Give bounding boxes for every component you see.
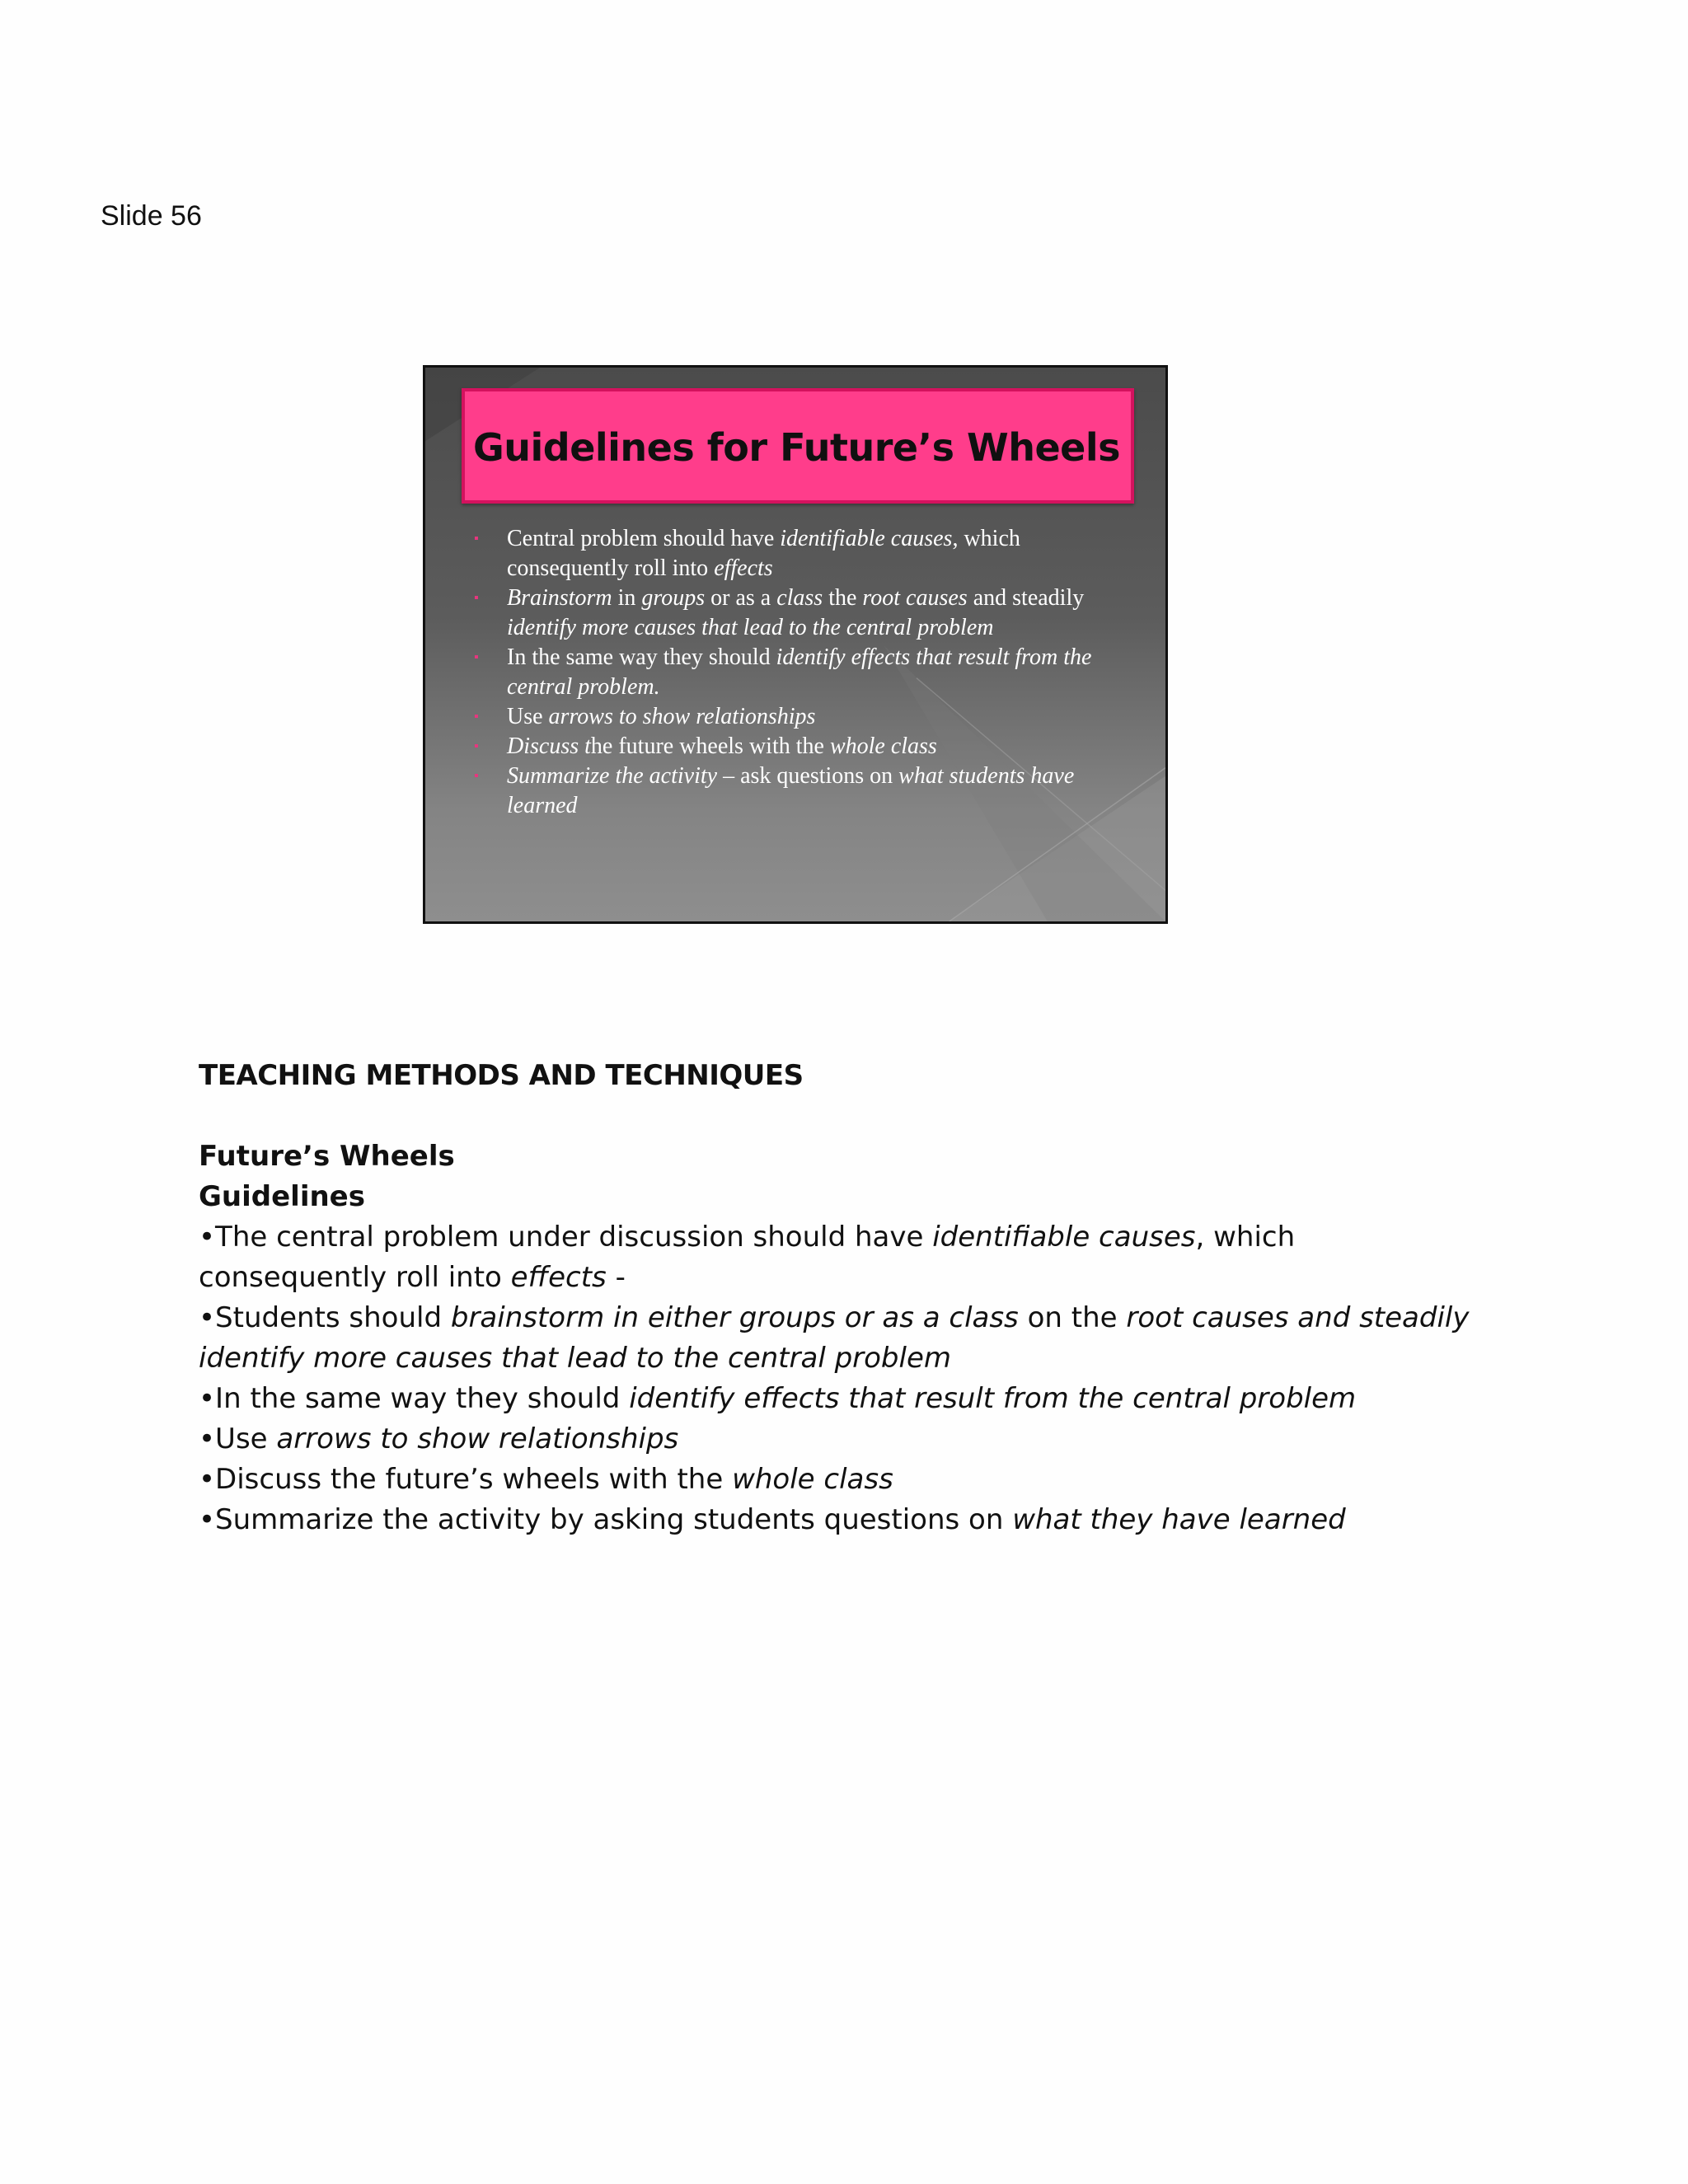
slide-bullet-emphasis: identifiable causes bbox=[780, 526, 953, 551]
slide-bullet-text: – ask questions on bbox=[717, 763, 899, 789]
slide-bullet-text: Central problem should have bbox=[507, 526, 781, 551]
notes-text: •Discuss the future’s wheels with the bbox=[199, 1463, 733, 1496]
slide-thumbnail bbox=[423, 365, 1168, 924]
notes-emphasis: whole class bbox=[732, 1463, 893, 1496]
notes-text: •Use bbox=[199, 1422, 277, 1455]
notes-emphasis: identifiable causes bbox=[932, 1221, 1196, 1254]
notes-subtitle: Future’s Wheels bbox=[199, 1140, 455, 1173]
slide-bullet-item bbox=[474, 702, 1133, 732]
notes-emphasis: brainstorm in either groups or as a class bbox=[450, 1301, 1019, 1334]
notes-bullet-item bbox=[199, 1460, 1484, 1500]
notes-emphasis: root causes and steadily identify more causes that lead to the central problem bbox=[199, 1301, 1470, 1375]
slide-bullet-emphasis: identify more causes that lead to the central problem bbox=[507, 615, 994, 640]
notes-bullet-item bbox=[199, 1217, 1484, 1298]
slide-bullet-text: In the same way they should bbox=[507, 644, 776, 670]
speaker-notes bbox=[199, 1056, 1484, 1540]
slide-bullet-text: he future wheels with the bbox=[590, 733, 830, 759]
slide-bullet-item bbox=[474, 524, 1133, 583]
slide-bullet-list bbox=[474, 524, 1133, 821]
notes-spacer bbox=[199, 1096, 1484, 1137]
square-bullet-icon: ▪ bbox=[474, 739, 479, 753]
slide-bullet-emphasis: effects bbox=[714, 555, 773, 581]
notes-emphasis: what they have learned bbox=[1012, 1503, 1346, 1536]
notes-text: •In the same way they should bbox=[199, 1382, 630, 1415]
notes-bullet-list bbox=[199, 1217, 1484, 1540]
notes-text: , which consequently roll into bbox=[199, 1221, 1296, 1294]
slide-bullet-text: the bbox=[823, 585, 863, 611]
slide-bullet-emphasis: groups bbox=[641, 585, 706, 611]
slide-bullet-text: or as a bbox=[705, 585, 777, 611]
notes-text: •Students should bbox=[199, 1301, 451, 1334]
notes-bullet-item bbox=[199, 1419, 1484, 1460]
square-bullet-icon: ▪ bbox=[474, 650, 479, 664]
notes-section-title: Guidelines bbox=[199, 1180, 365, 1213]
notes-text: - bbox=[615, 1261, 626, 1294]
notes-bullet-item bbox=[199, 1500, 1484, 1540]
slide-bullet-emphasis: Summarize the activity bbox=[507, 763, 718, 789]
slide-bullet-item bbox=[474, 643, 1133, 702]
slide-bullet-text: , which consequently roll into bbox=[507, 526, 1020, 581]
slide-bullet-emphasis: Brainstorm bbox=[507, 585, 612, 611]
slide-bullet-emphasis: Discuss t bbox=[507, 733, 591, 759]
notes-emphasis: arrows to show relationships bbox=[276, 1422, 679, 1455]
notes-bullet-item bbox=[199, 1298, 1484, 1379]
slide-bullet-text: Use bbox=[507, 704, 549, 729]
square-bullet-icon: ▪ bbox=[474, 710, 479, 724]
slide-bullet-text: and steadily bbox=[967, 585, 1085, 611]
notes-text: on the bbox=[1018, 1301, 1127, 1334]
slide-bullet-emphasis: class bbox=[776, 585, 823, 611]
slide-number: Slide 56 bbox=[101, 200, 202, 232]
square-bullet-icon: ▪ bbox=[474, 591, 479, 605]
slide-title: Guidelines for Future’s Wheels bbox=[473, 425, 1120, 470]
slide-bullet-item bbox=[474, 732, 1133, 762]
slide-bullet-emphasis: whole class bbox=[829, 733, 937, 759]
slide-bullet-emphasis: arrows to show relationships bbox=[548, 704, 816, 729]
notes-bullet-item bbox=[199, 1379, 1484, 1419]
slide-bullet-text: in bbox=[612, 585, 642, 611]
slide-bullet-emphasis: identify effects that result from the central problem. bbox=[507, 644, 1092, 700]
slide-bullet-emphasis: root causes bbox=[862, 585, 968, 611]
notes-emphasis: effects bbox=[510, 1261, 616, 1294]
slide-bullet-item bbox=[474, 583, 1133, 643]
notes-text: •Summarize the activity by asking students questions on bbox=[199, 1503, 1013, 1536]
notes-text: •The central problem under discussion should have bbox=[199, 1221, 933, 1254]
square-bullet-icon: ▪ bbox=[474, 769, 479, 783]
square-bullet-icon: ▪ bbox=[474, 532, 479, 546]
slide-bullet-item bbox=[474, 762, 1133, 821]
notes-emphasis: identify effects that result from the central problem bbox=[629, 1382, 1357, 1415]
slide-bullet-emphasis: what students have learned bbox=[507, 763, 1075, 818]
notes-heading: TEACHING METHODS AND TECHNIQUES bbox=[199, 1059, 804, 1092]
slide-title-box bbox=[462, 388, 1134, 504]
